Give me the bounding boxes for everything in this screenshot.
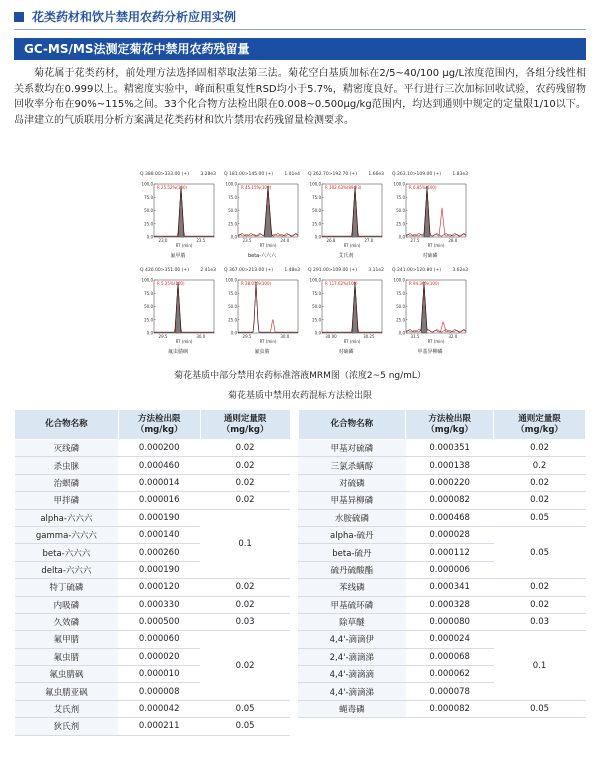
sample-trace xyxy=(154,282,214,332)
y-tick-label: 100.0 xyxy=(141,277,153,283)
chromatogram-6 xyxy=(224,268,300,358)
loq-cell: 0.02 xyxy=(200,631,290,701)
y-tick-label: 25.0 xyxy=(312,221,321,227)
compound-name-cell: 硫丹硫酸酯 xyxy=(298,561,406,578)
compound-name-cell: 氟虫腈砜 xyxy=(15,666,119,683)
chromatogram-plot xyxy=(308,179,384,251)
mrm-label: Q 291.00>109.00 (+) xyxy=(308,268,357,273)
column-gap xyxy=(290,492,298,509)
compound-name: beta-六六六 xyxy=(247,253,277,259)
compound-name-cell: 苯线磷 xyxy=(298,579,406,596)
mdl-cell: 0.000008 xyxy=(118,683,200,700)
compound-name: 氟虫腈砜 xyxy=(167,349,188,355)
loq-cell: 0.05 xyxy=(200,700,290,717)
loq-cell: 0.02 xyxy=(494,579,586,596)
mdl-cell: 0.000190 xyxy=(118,561,200,578)
y-tick-label: 25.0 xyxy=(396,221,405,227)
plot-frame xyxy=(154,280,214,333)
x-tick-label: 27.0 xyxy=(364,238,374,243)
x-tick-label: 29.5 xyxy=(158,334,168,339)
reference-trace xyxy=(322,284,382,332)
chromatogram-plot xyxy=(392,179,468,251)
x-tick-label: 29.5 xyxy=(242,334,252,339)
col-header-mdl: 方法检出限 （mg/kg） xyxy=(406,410,494,440)
y-tick-label: 75.0 xyxy=(144,290,153,296)
intensity-scale: 1.66e3 xyxy=(368,172,384,177)
x-tick-label: 28.0 xyxy=(448,238,458,243)
subsection-banner xyxy=(14,38,586,60)
sample-trace xyxy=(238,282,298,332)
loq-cell: 0.05 xyxy=(494,700,586,717)
mdl-cell: 0.000006 xyxy=(406,561,494,578)
mdl-cell: 0.000112 xyxy=(406,544,494,561)
column-gap xyxy=(290,509,298,526)
mdl-cell: 0.000060 xyxy=(118,631,200,648)
x-tick-label: 24.0 xyxy=(280,238,290,243)
plot-frame xyxy=(406,280,466,333)
mdl-cell: 0.000220 xyxy=(406,474,494,491)
y-tick-label: 75.0 xyxy=(144,194,153,200)
compound-name-cell: 久效磷 xyxy=(15,613,119,630)
table-row xyxy=(15,579,586,596)
column-gap xyxy=(290,683,298,700)
ion-ratio-label: R 45.15%(100) xyxy=(241,185,272,190)
intensity-scale: 3.28e3 xyxy=(200,172,216,177)
table-row xyxy=(15,474,586,491)
y-tick-label: 0.0 xyxy=(230,330,237,336)
detection-limit-table xyxy=(14,409,586,736)
mdl-cell: 0.000062 xyxy=(406,666,494,683)
chromatogram-grid xyxy=(140,172,470,362)
x-axis-label: RT (min) xyxy=(259,243,277,248)
ion-ratio-label: R 102.63%(89.23) xyxy=(325,185,362,190)
loq-cell: 0.02 xyxy=(200,440,290,457)
y-tick-label: 25.0 xyxy=(144,317,153,323)
y-tick-label: 50.0 xyxy=(312,304,321,309)
compound-name-cell: 氟虫腈亚砜 xyxy=(15,683,119,700)
compound-name-cell: 艾氏剂 xyxy=(15,700,119,717)
mdl-cell: 0.000080 xyxy=(406,613,494,630)
chromatogram-plot xyxy=(392,275,468,347)
y-tick-label: 75.0 xyxy=(228,194,237,200)
mdl-cell: 0.000138 xyxy=(406,457,494,474)
x-tick-label: 30.25 xyxy=(363,334,375,339)
y-tick-label: 25.0 xyxy=(228,221,237,227)
loq-cell: 0.05 xyxy=(494,526,586,578)
mdl-cell: 0.000500 xyxy=(118,613,200,630)
y-tick-label: 75.0 xyxy=(312,194,321,200)
chromatogram-1 xyxy=(140,172,216,262)
compound-name-cell: 杀虫脒 xyxy=(15,457,119,474)
chromatogram-7 xyxy=(308,268,384,358)
table-row xyxy=(15,509,586,526)
chromatogram-plot xyxy=(224,275,300,347)
y-tick-label: 100.0 xyxy=(225,277,237,283)
mdl-cell: 0.000140 xyxy=(118,526,200,543)
mdl-cell: 0.000120 xyxy=(118,579,200,596)
plot-frame xyxy=(238,280,298,333)
mdl-cell: 0.000068 xyxy=(406,648,494,665)
mdl-cell: 0.000010 xyxy=(118,666,200,683)
analyte-peak xyxy=(264,186,271,237)
ion-ratio-label: R 6.85%(100) xyxy=(409,185,437,190)
y-tick-label: 25.0 xyxy=(396,317,405,323)
loq-cell: 0.2 xyxy=(494,457,586,474)
analyte-peak xyxy=(421,282,427,333)
loq-cell: 0.1 xyxy=(494,631,586,701)
x-axis-label: RT (min) xyxy=(175,243,193,248)
compound-name-cell: beta-硫丹 xyxy=(298,544,406,561)
x-tick-label: 23.5 xyxy=(242,238,252,243)
compound-name: 氟甲腈 xyxy=(170,253,186,259)
compound-name-cell: delta-六六六 xyxy=(15,561,119,578)
mrm-label: Q 420.00>351.00 (+) xyxy=(140,268,189,273)
intensity-scale: 2.41e3 xyxy=(200,268,216,273)
loq-cell: 0.02 xyxy=(494,596,586,613)
compound-name-cell: gamma-六六六 xyxy=(15,526,119,543)
col-header-loq: 通则定量限 （mg/kg） xyxy=(200,410,290,440)
loq-cell: 0.02 xyxy=(200,492,290,509)
compound-name-cell: 灭线磷 xyxy=(15,440,119,457)
loq-cell: 0.03 xyxy=(200,613,290,630)
col-header-compound: 化合物名称 xyxy=(15,410,119,440)
intensity-scale: 3.62e3 xyxy=(452,268,468,273)
table-row xyxy=(15,700,586,717)
ion-ratio-label: R 5.25%(100) xyxy=(157,281,185,286)
compound-name-cell: 甲基异柳磷 xyxy=(298,492,406,509)
x-tick-label: 30.0 xyxy=(196,334,206,339)
subsection-title: GC-MS/MS法测定菊花中禁用农药残留量 xyxy=(24,42,250,56)
compound-name-cell: alpha-六六六 xyxy=(15,509,119,526)
empty-cell xyxy=(494,718,586,735)
compound-name-cell: beta-六六六 xyxy=(15,544,119,561)
mdl-cell: 0.000330 xyxy=(118,596,200,613)
y-tick-label: 50.0 xyxy=(396,304,405,309)
mdl-cell: 0.000014 xyxy=(118,474,200,491)
column-gap xyxy=(290,526,298,543)
mdl-cell: 0.000260 xyxy=(118,544,200,561)
intensity-scale: 1.83e3 xyxy=(452,172,468,177)
mdl-cell: 0.000082 xyxy=(406,492,494,509)
y-tick-label: 50.0 xyxy=(144,304,153,309)
ion-ratio-label: R 38.05%(100) xyxy=(241,281,272,286)
loq-cell: 0.02 xyxy=(200,579,290,596)
compound-name-cell: 4,4'-滴滴滴 xyxy=(298,666,406,683)
sample-trace xyxy=(406,282,466,332)
column-gap xyxy=(290,648,298,665)
section-header xyxy=(14,8,586,30)
x-tick-label: 31.5 xyxy=(410,334,420,339)
column-gap xyxy=(290,596,298,613)
x-axis-label: RT (min) xyxy=(427,243,445,248)
table-row xyxy=(15,440,586,457)
section-title: 花类药材和饮片禁用农药分析应用实例 xyxy=(32,10,237,24)
compound-name: 对硫磷 xyxy=(422,253,438,259)
mdl-cell: 0.000328 xyxy=(406,596,494,613)
analyte-peak xyxy=(352,282,358,333)
intensity-scale: 1.01e4 xyxy=(284,172,300,177)
y-tick-label: 50.0 xyxy=(228,304,237,309)
loq-cell: 0.1 xyxy=(200,509,290,579)
column-gap xyxy=(290,613,298,630)
column-gap xyxy=(290,457,298,474)
analyte-peak xyxy=(178,186,184,237)
compound-name-cell: 蝇毒磷 xyxy=(298,700,406,717)
mdl-cell: 0.000078 xyxy=(406,683,494,700)
column-gap xyxy=(290,544,298,561)
compound-name-cell: 甲拌磷 xyxy=(15,492,119,509)
x-tick-label: 23.5 xyxy=(196,238,206,243)
y-tick-label: 100.0 xyxy=(225,181,237,187)
compound-name-cell: 甲基硫环磷 xyxy=(298,596,406,613)
compound-name-cell: 氟甲腈 xyxy=(15,631,119,648)
compound-name-cell: 三氯杀螨醇 xyxy=(298,457,406,474)
compound-name-cell: 特丁硫磷 xyxy=(15,579,119,596)
loq-cell: 0.05 xyxy=(494,509,586,526)
compound-name-cell: 内吸磷 xyxy=(15,596,119,613)
col-header-loq: 通则定量限 （mg/kg） xyxy=(494,410,586,440)
compound-name-cell: 4,4'-滴滴涕 xyxy=(298,683,406,700)
loq-cell: 0.02 xyxy=(200,596,290,613)
y-tick-label: 75.0 xyxy=(396,194,405,200)
mrm-label: Q 262.70>192.70 (+) xyxy=(308,172,357,177)
chromatogram-plot xyxy=(224,179,300,251)
y-tick-label: 75.0 xyxy=(228,290,237,296)
empty-cell xyxy=(298,718,406,735)
column-gap xyxy=(290,474,298,491)
mdl-cell: 0.000341 xyxy=(406,579,494,596)
y-tick-label: 0.0 xyxy=(398,330,405,336)
table-header-row xyxy=(15,410,586,440)
loq-cell: 0.02 xyxy=(200,457,290,474)
y-tick-label: 0.0 xyxy=(314,330,321,336)
analyte-peak xyxy=(175,282,181,333)
mdl-cell: 0.000211 xyxy=(118,718,200,735)
column-gap xyxy=(290,410,298,440)
mrm-label: Q 263.10>109.00 (+) xyxy=(392,172,441,177)
y-tick-label: 100.0 xyxy=(393,277,405,283)
compound-name-cell: 甲基对硫磷 xyxy=(298,440,406,457)
y-tick-label: 50.0 xyxy=(144,208,153,213)
x-tick-label: 23.0 xyxy=(158,238,168,243)
chromatogram-3 xyxy=(308,172,384,262)
reference-trace xyxy=(322,188,382,236)
table-row xyxy=(15,596,586,613)
loq-cell: 0.02 xyxy=(494,492,586,509)
reference-trace xyxy=(154,188,214,236)
col-header-mdl: 方法检出限 （mg/kg） xyxy=(118,410,200,440)
y-tick-label: 0.0 xyxy=(146,330,153,336)
intensity-scale: 1.48e3 xyxy=(284,268,300,273)
table-row xyxy=(15,631,586,648)
loq-cell: 0.02 xyxy=(494,440,586,457)
column-gap xyxy=(290,666,298,683)
compound-name-cell: 对硫磷 xyxy=(298,474,406,491)
compound-name-cell: 氟虫腈 xyxy=(15,648,119,665)
ion-ratio-label: R 25.52%(100) xyxy=(157,185,188,190)
y-tick-label: 50.0 xyxy=(228,208,237,213)
y-tick-label: 0.0 xyxy=(230,234,237,240)
y-tick-label: 0.0 xyxy=(314,234,321,240)
analyte-peak xyxy=(352,186,358,237)
mdl-cell: 0.000042 xyxy=(118,700,200,717)
x-tick-label: 32.0 xyxy=(448,334,458,339)
compound-name-cell: 狄氏剂 xyxy=(15,718,119,735)
mdl-cell: 0.000190 xyxy=(118,509,200,526)
compound-name: 对硫磷 xyxy=(338,349,354,355)
compound-name-cell: 除草醚 xyxy=(298,613,406,630)
col-header-compound: 化合物名称 xyxy=(298,410,406,440)
compound-name-cell: 治螟磷 xyxy=(15,474,119,491)
chromatogram-5 xyxy=(140,268,216,358)
y-tick-label: 0.0 xyxy=(398,234,405,240)
ion-ratio-label: R 94.36%(100) xyxy=(409,281,440,286)
loq-cell: 0.02 xyxy=(200,474,290,491)
x-axis-label: RT (min) xyxy=(343,339,361,344)
compound-name: 甲基异柳磷 xyxy=(417,349,443,355)
chromatogram-8 xyxy=(392,268,468,358)
compound-name: 氟虫腈 xyxy=(254,349,270,355)
mdl-cell: 0.000024 xyxy=(406,631,494,648)
chromatogram-plot xyxy=(140,179,216,251)
compound-name-cell: 2,4'-滴滴涕 xyxy=(298,648,406,665)
empty-cell xyxy=(406,718,494,735)
compound-name-cell: alpha-硫丹 xyxy=(298,526,406,543)
reference-trace xyxy=(406,284,466,332)
chromatogram-2 xyxy=(224,172,300,262)
y-tick-label: 75.0 xyxy=(312,290,321,296)
reference-trace xyxy=(238,284,298,332)
y-tick-label: 100.0 xyxy=(141,181,153,187)
mdl-cell: 0.000028 xyxy=(406,526,494,543)
analyte-peak xyxy=(424,186,430,237)
reference-trace xyxy=(406,188,466,236)
y-tick-label: 75.0 xyxy=(396,290,405,296)
y-tick-label: 50.0 xyxy=(396,208,405,213)
compound-name-cell: 水胺硫磷 xyxy=(298,509,406,526)
analyte-peak xyxy=(254,282,259,333)
loq-cell: 0.03 xyxy=(494,613,586,630)
table-caption: 菊花基质中禁用农药混标方法检出限 xyxy=(227,391,372,401)
y-tick-label: 0.0 xyxy=(146,234,153,240)
x-tick-label: 30.0 xyxy=(280,334,290,339)
mrm-label: Q 241.00>120.80 (+) xyxy=(392,268,441,273)
table-row xyxy=(15,526,586,543)
column-gap xyxy=(290,700,298,717)
x-axis-label: RT (min) xyxy=(343,243,361,248)
figure-caption: 菊花基质中部分禁用农药标准溶液MRM图（浓度2~5 ng/mL） xyxy=(174,371,426,381)
mdl-cell: 0.000082 xyxy=(406,700,494,717)
mrm-label: Q 181.00>145.00 (+) xyxy=(224,172,273,177)
compound-name: 艾氏剂 xyxy=(338,253,354,259)
column-gap xyxy=(290,561,298,578)
y-tick-label: 25.0 xyxy=(312,317,321,323)
mdl-cell: 0.000020 xyxy=(118,648,200,665)
y-tick-label: 50.0 xyxy=(312,208,321,213)
y-tick-label: 25.0 xyxy=(228,317,237,323)
compound-name-cell: 4,4'-滴滴伊 xyxy=(298,631,406,648)
loq-cell: 0.05 xyxy=(200,718,290,735)
x-axis-label: RT (min) xyxy=(259,339,277,344)
intensity-scale: 3.11e2 xyxy=(368,268,384,273)
mrm-label: Q 367.00>213.00 (+) xyxy=(224,268,273,273)
x-axis-label: RT (min) xyxy=(175,339,193,344)
plot-frame xyxy=(406,184,466,237)
x-axis-label: RT (min) xyxy=(427,339,445,344)
y-tick-label: 100.0 xyxy=(393,181,405,187)
table-row xyxy=(15,492,586,509)
column-gap xyxy=(290,579,298,596)
y-tick-label: 100.0 xyxy=(309,277,321,283)
intro-paragraph: 菊花属于花类药材，前处理方法选择固相萃取法第三法。菊花空白基质加标在2/5~40/100 μg/L浓度范围内，各组分线性相关系数均在0.999以上。精密度实验中，峰面积重复性RSD均小于5.7%，精密度良好。平行进行三次加标回收试验，农药残留物回收率分布在90%~115%之间。33个化合物方法检出限在0.008~0.500μg/kg范围内，均达到通则中规定的定量限1/10以下。岛津建立的气质联用分析方案满足花类药材和饮片禁用农药残留量检测要求。 xyxy=(14,68,586,126)
mdl-cell: 0.000460 xyxy=(118,457,200,474)
ion-ratio-label: R 117.62%(100) xyxy=(325,281,358,286)
section-square-icon xyxy=(14,12,24,22)
table-row xyxy=(15,718,586,735)
column-gap xyxy=(290,631,298,648)
y-tick-label: 100.0 xyxy=(309,181,321,187)
mdl-cell: 0.000351 xyxy=(406,440,494,457)
x-tick-label: 27.5 xyxy=(410,238,420,243)
table-row xyxy=(15,457,586,474)
column-gap xyxy=(290,718,298,735)
chromatogram-plot xyxy=(140,275,216,347)
mdl-cell: 0.000468 xyxy=(406,509,494,526)
x-tick-label: 30.00 xyxy=(325,334,337,339)
mdl-cell: 0.000200 xyxy=(118,440,200,457)
column-gap xyxy=(290,440,298,457)
loq-cell: 0.02 xyxy=(494,474,586,491)
table-row xyxy=(15,613,586,630)
chromatogram-plot xyxy=(308,275,384,347)
chromatogram-4 xyxy=(392,172,468,262)
sample-trace xyxy=(406,186,466,236)
y-tick-label: 25.0 xyxy=(144,221,153,227)
reference-trace xyxy=(154,284,214,332)
mdl-cell: 0.000016 xyxy=(118,492,200,509)
x-tick-label: 26.8 xyxy=(326,238,336,243)
mrm-label: Q 388.00>333.00 (+) xyxy=(140,172,189,177)
